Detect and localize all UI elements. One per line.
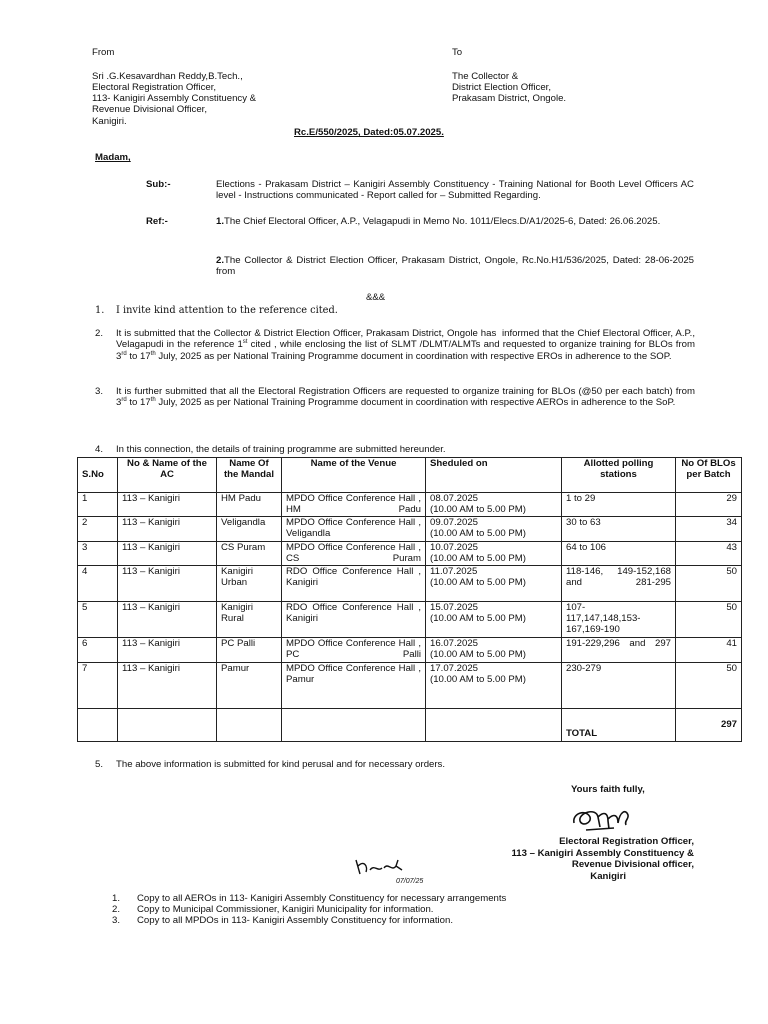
col-header: Name Of the Mandal	[217, 458, 282, 493]
to-heading: To	[452, 47, 463, 58]
cell-stations: 118-146, 149-152,168 and 281-295	[562, 566, 676, 602]
table-total-row	[78, 708, 742, 741]
from-line: 113- Kanigiri Assembly Constituency &	[92, 93, 257, 105]
cell-venue: MPDO Office Conference Hall , Veligandla	[282, 517, 426, 541]
cell-ac: 113 – Kanigiri	[118, 517, 217, 541]
cell-empty	[217, 708, 282, 741]
table-row	[78, 493, 742, 517]
total-value: 297	[676, 708, 742, 741]
ref-item-1	[216, 216, 694, 227]
cell-stations: 30 to 63	[562, 517, 676, 541]
salutation: Madam,	[95, 152, 131, 163]
cell-ac: 113 – Kanigiri	[118, 638, 217, 662]
para-number: 1.	[95, 305, 105, 316]
para-2: It is submitted that the Collector & District Election Officer, Prakasam District, Ongole has informed that the Chief Electoral Officer, A.P., Velagapudi in the reference 1st cited , while enclosing the list of SLMT /DLMT/ALMTs and requested to organize training for BLOs from 3rd to 17th July, 2025 as per National Training Programme document in coordination with respective EROs in adherence to the SOP.	[116, 328, 695, 362]
from-heading: From	[92, 47, 115, 58]
cell-venue: MPDO Office Conference Hall , PC Palli	[282, 638, 426, 662]
table-header-row	[78, 458, 742, 493]
col-header: Allotted polling stations	[562, 458, 676, 493]
schedule-time: (10.00 AM to 5.00 PM)	[430, 503, 526, 515]
cell-ac: 113 – Kanigiri	[118, 493, 217, 517]
schedule-date: 15.07.2025	[430, 602, 479, 614]
to-address	[452, 71, 566, 104]
schedule-date: 11.07.2025	[430, 566, 478, 578]
para-text: The above information is submitted for kind perusal and for necessary orders.	[116, 759, 446, 770]
cell-blos: 34	[676, 517, 742, 541]
signature-line: Kanigiri	[590, 870, 626, 882]
ref-item-text: The Collector & District Election Officer, Prakasam District, Ongole, Rc.No.H1/536/2025, Dated: 28-06-2025 from	[216, 255, 694, 278]
cell-schedule	[426, 602, 562, 638]
to-line: Prakasam District, Ongole.	[452, 93, 567, 105]
ref-item-text: The Chief Electoral Officer, A.P., Velagapudi in Memo No. 1011/Elecs.D/A1/2025-6, Dated: 26.06.2025.	[224, 216, 661, 227]
cell-sno: 5	[78, 602, 118, 638]
cell-schedule	[426, 662, 562, 708]
initials-date: 07/07/25	[396, 878, 424, 885]
para-number: 2.	[95, 328, 104, 339]
cell-mandal: Kanigiri Rural	[217, 602, 282, 638]
table-row	[78, 541, 742, 565]
cell-sno: 7	[78, 662, 118, 708]
cell-empty	[426, 708, 562, 741]
cell-sno: 3	[78, 541, 118, 565]
copy-item	[112, 893, 506, 904]
copy-text: Copy to all AEROs in 113- Kanigiri Assembly Constituency for necessary arrangements	[137, 893, 507, 904]
cell-sno: 6	[78, 638, 118, 662]
schedule-date: 17.07.2025	[430, 662, 479, 674]
cell-venue: MPDO Office Conference Hall , Pamur	[282, 662, 426, 708]
para-text: I invite kind attention to the reference cited.	[116, 305, 338, 316]
schedule-time: (10.00 AM to 5.00 PM)	[430, 577, 526, 589]
ref-label: Ref:-	[146, 216, 168, 227]
cell-mandal: CS Puram	[217, 541, 282, 565]
cell-blos: 50	[676, 662, 742, 708]
from-line: Electoral Registration Officer,	[92, 82, 217, 94]
closing: Yours faith fully,	[571, 784, 645, 795]
to-line: District Election Officer,	[452, 82, 551, 94]
copy-number: 1.	[112, 893, 121, 904]
to-line: The Collector &	[452, 71, 519, 82]
cell-empty	[282, 708, 426, 741]
training-table	[77, 457, 742, 742]
cell-stations: 1 to 29	[562, 493, 676, 517]
table-row	[78, 602, 742, 638]
schedule-time: (10.00 AM to 5.00 PM)	[430, 649, 526, 661]
cell-stations: 230-279	[562, 662, 676, 708]
cell-ac: 113 – Kanigiri	[118, 662, 217, 708]
officer-signature	[568, 803, 638, 837]
cell-venue: MPDO Office Conference Hall , HM Padu	[282, 493, 426, 517]
initials-mark	[352, 856, 412, 878]
signature-line: 113 – Kanigiri Assembly Constituency &	[511, 847, 694, 859]
cell-schedule	[426, 566, 562, 602]
cell-blos: 43	[676, 541, 742, 565]
cell-blos: 50	[676, 566, 742, 602]
schedule-time: (10.00 AM to 5.00 PM)	[430, 673, 526, 685]
cell-ac: 113 – Kanigiri	[118, 602, 217, 638]
cell-blos: 29	[676, 493, 742, 517]
signature-block	[468, 836, 694, 882]
copy-text: Copy to all MPDOs in 113- Kanigiri Assembly Constituency for information.	[137, 915, 454, 927]
copy-number: 2.	[112, 904, 121, 916]
para-3: It is further submitted that all the Electoral Registration Officers are requested to organize training for BLOs (@50 per each batch) from 3rd to 17th July, 2025 as per National Training Programme document in coordination with respective AEROs in adherence to the SoP.	[116, 386, 695, 409]
copy-item	[112, 904, 506, 915]
ref-item-number: 2.	[216, 255, 225, 266]
cell-venue: RDO Office Conference Hall , Kanigiri	[282, 602, 426, 638]
cell-stations: 64 to 106	[562, 541, 676, 565]
cell-blos: 41	[676, 638, 742, 662]
cell-sno: 2	[78, 517, 118, 541]
cell-mandal: HM Padu	[217, 493, 282, 517]
cell-venue: RDO Office Conference Hall , Kanigiri	[282, 566, 426, 602]
col-header: Name of the Venue	[282, 458, 426, 493]
cell-sno: 1	[78, 493, 118, 517]
cell-stations: 191-229,296 and 297	[562, 638, 676, 662]
cell-mandal: Pamur	[217, 662, 282, 708]
cell-empty	[78, 708, 118, 741]
cell-blos: 50	[676, 602, 742, 638]
cell-empty	[118, 708, 217, 741]
from-line: Kanigiri.	[92, 115, 127, 127]
table-row	[78, 638, 742, 662]
table-row	[78, 566, 742, 602]
col-header: S.No	[78, 458, 118, 493]
para-text: In this connection, the details of training programme are submitted hereunder.	[116, 444, 446, 455]
separator: &&&	[366, 292, 386, 303]
schedule-date: 09.07.2025	[430, 517, 479, 529]
para-number: 5.	[95, 759, 104, 770]
para-number: 3.	[95, 386, 104, 397]
total-label: TOTAL	[562, 708, 676, 741]
from-line: Revenue Divisional Officer,	[92, 104, 208, 116]
schedule-date: 16.07.2025	[430, 638, 479, 650]
copy-item	[112, 915, 506, 926]
schedule-time: (10.00 AM to 5.00 PM)	[430, 552, 526, 564]
cell-ac: 113 – Kanigiri	[118, 566, 217, 602]
table-row	[78, 662, 742, 708]
schedule-time: (10.00 AM to 5.00 PM)	[430, 613, 526, 625]
col-header: Sheduled on	[426, 458, 562, 493]
copy-list	[112, 893, 506, 926]
cell-mandal: Kanigiri Urban	[217, 566, 282, 602]
cell-schedule	[426, 517, 562, 541]
signature-line: Revenue Divisional officer,	[571, 859, 694, 870]
col-header: No Of BLOs per Batch	[676, 458, 742, 493]
schedule-date: 08.07.2025	[430, 493, 479, 504]
from-address	[92, 71, 256, 127]
cell-sno: 4	[78, 566, 118, 602]
from-line: Sri .G.Kesavardhan Reddy,B.Tech.,	[92, 71, 243, 82]
col-header: No & Name of the AC	[118, 458, 217, 493]
ref-item-2	[216, 255, 694, 278]
cell-schedule	[426, 541, 562, 565]
cell-schedule	[426, 638, 562, 662]
signature-line: Electoral Registration Officer,	[559, 836, 694, 847]
ref-item-number: 1.	[216, 216, 225, 227]
cell-venue: MPDO Office Conference Hall , CS Puram	[282, 541, 426, 565]
cell-ac: 113 – Kanigiri	[118, 541, 217, 565]
para-number: 4.	[95, 444, 104, 455]
cell-schedule	[426, 493, 562, 517]
copy-number: 3.	[112, 915, 121, 927]
table-row	[78, 517, 742, 541]
schedule-time: (10.00 AM to 5.00 PM)	[430, 528, 526, 540]
cell-mandal: Veligandla	[217, 517, 282, 541]
subject-text: Elections - Prakasam District – Kanigiri Assembly Constituency - Training National for Booth Level Officers AC level - Instructions communicated - Report called for – Submitted Regarding.	[216, 179, 694, 202]
schedule-date: 10.07.2025	[430, 541, 479, 553]
reference-number: Rc.E/550/2025, Dated:05.07.2025.	[294, 127, 444, 138]
subject-label: Sub:-	[146, 179, 171, 190]
copy-text: Copy to Municipal Commissioner, Kanigiri Municipality for information.	[137, 904, 434, 916]
cell-stations: 107- 117,147,148,153- 167,169-190	[562, 602, 676, 638]
cell-mandal: PC Palli	[217, 638, 282, 662]
